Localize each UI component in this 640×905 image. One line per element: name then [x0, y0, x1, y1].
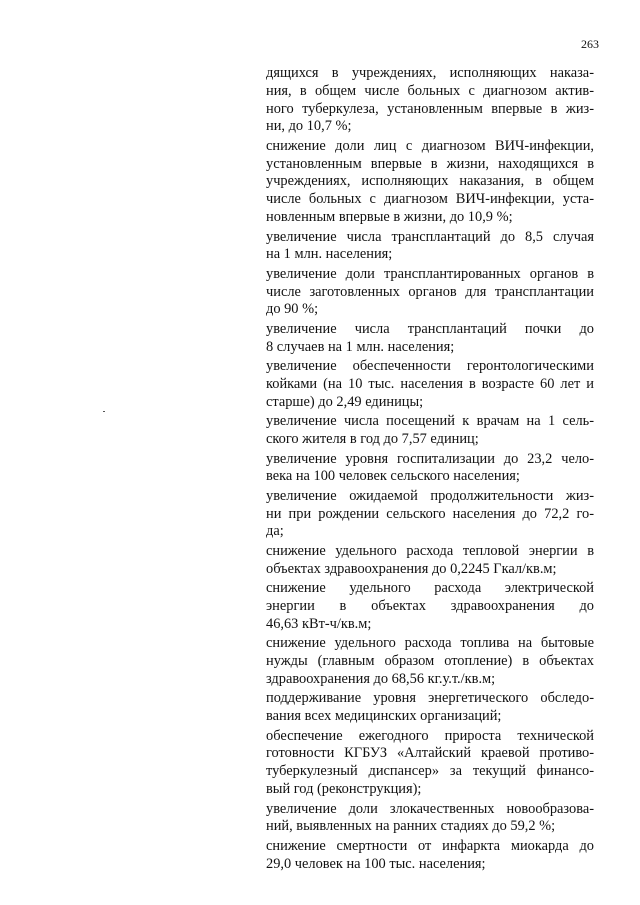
- text-line: до 90 %;: [266, 301, 319, 318]
- text-line: нужды (главным образом отопление) в объектах: [266, 653, 594, 670]
- text-line: установленным впервые в жизни, находящихся в: [266, 155, 594, 172]
- page-number: 263: [581, 37, 599, 51]
- text-line: увеличение обеспеченности геронтологическими: [266, 358, 594, 375]
- text-line: ного туберкулеза, установленным впервые в жиз-: [266, 100, 594, 117]
- list-item: [266, 488, 594, 541]
- text-line: века на 100 человек сельского населения;: [266, 468, 520, 485]
- text-line: здравоохранения до 68,56 кг.у.т./кв.м;: [266, 670, 496, 687]
- text-line: увеличение числа посещений к врачам на 1 сель-: [266, 413, 594, 430]
- text-line: увеличение доли злокачественных новообразова-: [266, 800, 594, 817]
- list-item: [266, 321, 594, 357]
- text-line: увеличение ожидаемой продолжительности жиз-: [266, 487, 594, 504]
- text-line: вания всех медицинских организаций;: [266, 708, 502, 725]
- text-line: ния, в общем числе больных с диагнозом актив-: [266, 82, 594, 99]
- margin-mark: [103, 411, 105, 412]
- list-item: [266, 728, 594, 799]
- text-line: ний, выявленных на ранних стадиях до 59,2 %;: [266, 818, 556, 835]
- text-line: поддерживание уровня энергетического обследо-: [266, 690, 594, 707]
- text-line: энергии в объектах здравоохранения до: [266, 597, 594, 614]
- text-line: 46,63 кВт-ч/кв.м;: [266, 615, 372, 632]
- text-line: на 1 млн. населения;: [266, 246, 393, 263]
- text-line: старше) до 2,49 единицы;: [266, 393, 424, 410]
- text-line: снижение смертности от инфаркта миокарда до: [266, 837, 594, 854]
- text-line: увеличение доли трансплантированных органов в: [266, 265, 594, 282]
- text-line: снижение удельного расхода тепловой энергии в: [266, 542, 594, 559]
- text-line: обеспечение ежегодного прироста технической: [266, 727, 594, 744]
- text-line: койками (на 10 тыс. населения в возрасте 60 лет и: [266, 375, 594, 392]
- list-item: [266, 413, 594, 449]
- list-item: [266, 580, 594, 633]
- body-text: [266, 65, 594, 875]
- list-item: [266, 690, 594, 726]
- list-item: [266, 838, 594, 874]
- text-line: объектах здравоохранения до 0,2245 Гкал/кв.м;: [266, 560, 557, 577]
- text-line: вый год (реконструкция);: [266, 781, 422, 798]
- text-line: ни, до 10,7 %;: [266, 118, 352, 135]
- list-item: [266, 266, 594, 319]
- text-line: числе заготовленных органов для трансплантации: [266, 283, 594, 300]
- text-line: учреждениях, исполняющих наказания, в общем: [266, 173, 594, 190]
- list-item: [266, 65, 594, 136]
- list-item: [266, 229, 594, 265]
- list-item: [266, 801, 594, 837]
- text-line: туберкулезный диспансер» за текущий финансо-: [266, 763, 594, 780]
- text-line: 29,0 человек на 100 тыс. населения;: [266, 855, 486, 872]
- text-line: готовности КГБУЗ «Алтайский краевой противо-: [266, 745, 594, 762]
- text-line: снижение удельного расхода электрической: [266, 580, 594, 597]
- list-item: [266, 358, 594, 411]
- text-line: ского жителя в год до 7,57 единиц;: [266, 431, 479, 448]
- list-item: [266, 451, 594, 487]
- text-line: снижение доли лиц с диагнозом ВИЧ-инфекции,: [266, 137, 594, 154]
- text-line: ни при рождении сельского населения до 72,2 го-: [266, 505, 594, 522]
- text-line: снижение удельного расхода топлива на бытовые: [266, 635, 594, 652]
- list-item: [266, 543, 594, 579]
- text-line: да;: [266, 523, 284, 540]
- text-line: 8 случаев на 1 млн. населения;: [266, 338, 455, 355]
- text-line: увеличение уровня госпитализации до 23,2 чело-: [266, 450, 594, 467]
- text-line: увеличение числа трансплантаций почки до: [266, 320, 594, 337]
- list-item: [266, 635, 594, 688]
- text-line: увеличение числа трансплантаций до 8,5 случая: [266, 228, 594, 245]
- text-line: числе больных с диагнозом ВИЧ-инфекции, уста-: [266, 191, 594, 208]
- text-line: новленным впервые в жизни, до 10,9 %;: [266, 209, 513, 226]
- list-item: [266, 138, 594, 227]
- text-line: дящихся в учреждениях, исполняющих наказа-: [266, 65, 594, 81]
